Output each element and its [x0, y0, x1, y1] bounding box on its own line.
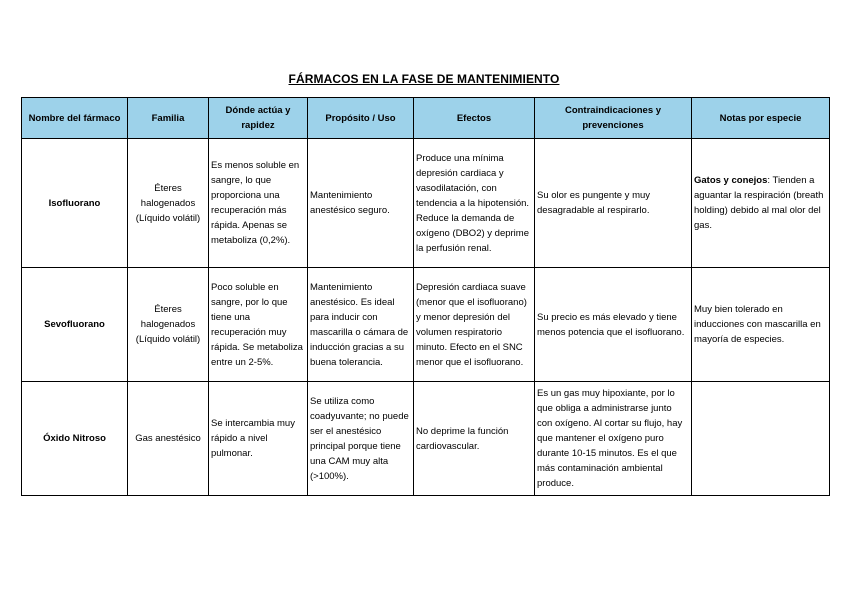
page-title: FÁRMACOS EN LA FASE DE MANTENIMIENTO	[288, 72, 560, 86]
family-cell: Éteres halogenados (Líquido volátil)	[128, 268, 209, 382]
action-cell: Se intercambia muy rápido a nivel pulmonar.	[209, 382, 308, 496]
table-row	[22, 139, 830, 268]
action-cell: Poco soluble en sangre, por lo que tiene una recuperación muy rápida. Se metaboliza entre un 2-5%.	[209, 268, 308, 382]
drug-name-cell: Sevofluorano	[22, 268, 128, 382]
drug-table	[21, 97, 830, 496]
header-action-speed: Dónde actúa y rapidez	[209, 98, 308, 139]
table-row	[22, 382, 830, 496]
effects-cell: Produce una mínima depresión cardiaca y vasodilatación, con tendencia a la hipotensión. Reduce la demanda de oxígeno (DBO2) y deprime la perfusión renal.	[414, 139, 535, 268]
drug-name-cell: Isofluorano	[22, 139, 128, 268]
header-row	[22, 98, 830, 139]
header-family: Familia	[128, 98, 209, 139]
purpose-cell: Se utiliza como coadyuvante; no puede ser el anestésico principal porque tiene una CAM muy alta (>100%).	[308, 382, 414, 496]
species-note-text: Muy bien tolerado en inducciones con mascarilla en mayoría de especies.	[694, 304, 821, 345]
contraindications-cell: Su olor es pungente y muy desagradable al respirarlo.	[535, 139, 692, 268]
family-cell: Éteres halogenados (Líquido volátil)	[128, 139, 209, 268]
effects-cell: Depresión cardiaca suave (menor que el isofluorano) y menor depresión del volumen respiratorio minuto. Efecto en el SNC menor que el isofluorano.	[414, 268, 535, 382]
species-notes-cell	[692, 382, 830, 496]
effects-cell: No deprime la función cardiovascular.	[414, 382, 535, 496]
header-purpose: Propósito / Uso	[308, 98, 414, 139]
species-note-text: : Tienden a aguantar la respiración (breath holding) debido al mal olor del gas.	[694, 175, 824, 231]
header-effects: Efectos	[414, 98, 535, 139]
species-highlight: Gatos y conejos	[694, 175, 768, 186]
action-cell: Es menos soluble en sangre, lo que proporciona una recuperación más rápida. Apenas se metaboliza (0,2%).	[209, 139, 308, 268]
table-row	[22, 268, 830, 382]
species-notes-cell	[692, 268, 830, 382]
contraindications-cell: Su precio es más elevado y tiene menos potencia que el isofluorano.	[535, 268, 692, 382]
drug-name-cell: Óxido Nitroso	[22, 382, 128, 496]
header-species-notes: Notas por especie	[692, 98, 830, 139]
purpose-cell: Mantenimiento anestésico. Es ideal para inducir con mascarilla o cámara de inducción gracias a su buena tolerancia.	[308, 268, 414, 382]
family-cell: Gas anestésico	[128, 382, 209, 496]
purpose-cell: Mantenimiento anestésico seguro.	[308, 139, 414, 268]
species-notes-cell	[692, 139, 830, 268]
header-contraindications: Contraindicaciones y prevenciones	[535, 98, 692, 139]
contraindications-cell: Es un gas muy hipoxiante, por lo que obliga a administrarse junto con oxígeno. Al cortar su flujo, hay que mantener el oxígeno puro durante 10-15 minutos. Es el que más contaminación ambiental produce.	[535, 382, 692, 496]
header-drug-name: Nombre del fármaco	[22, 98, 128, 139]
